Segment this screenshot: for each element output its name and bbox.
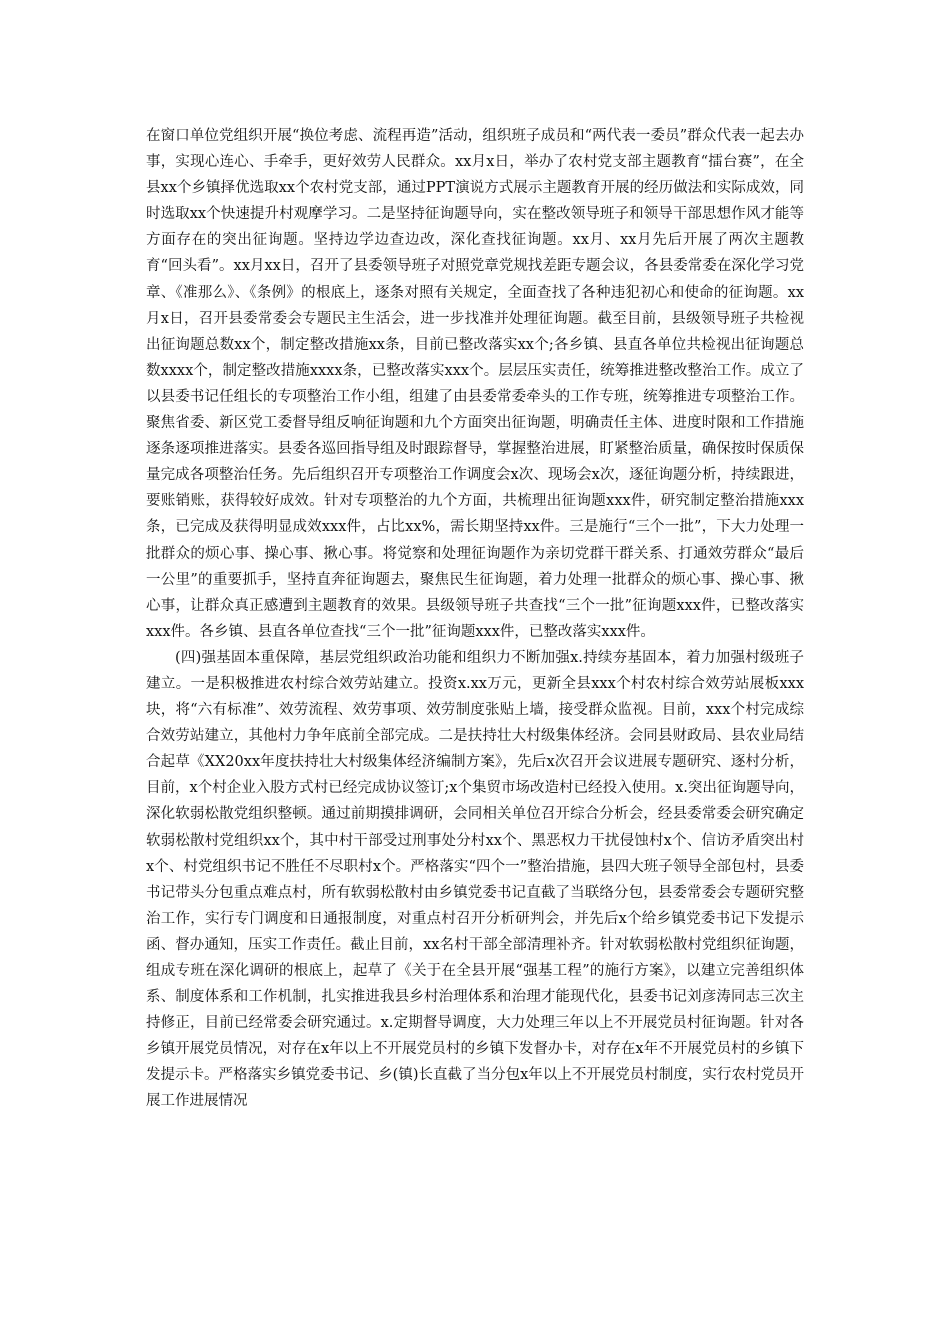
paragraph-2: (四)强基固本重保障，基层党组织政治功能和组织力不断加强x.持续夯基固本，着力加强村级班子建立。一是积极推进农村综合效劳站建立。投资x.xx万元，更新全县xxx个村农村综合效劳站展板xxx块，将“六有标准”、效劳流程、效劳事项、效劳制度张贴上墙，接受群众监视。目前，xxx个村完成综合效劳站建立，其他村力争年底前全部完成。二是扶持壮大村级集体经济。会同县财政局、县农业局结合起草《XX20xx年度扶持壮大村级集体经济编制方案》，先后x次召开会议进展专题研究、逐村分析，目前，x个村企业入股方式村已经完成协议签订;x个集贸市场改造村已经投入使用。x.突出征询题导向，深化软弱松散党组织整顿。通过前期摸排调研，会同相关单位召开综合分析会，经县委常委会研究确定软弱松散村党组织xx个，其中村干部受过刑事处分村xx个、黑恶权力干扰侵蚀村x个、信访矛盾突出村x个、村党组织书记不胜任不尽职村x个。严格落实“四个一”整治措施，县四大班子领导全部包村，县委书记带头分包重点难点村，所有软弱松散村由乡镇党委书记直截了当联络分包，县委常委会专题研究整治工作，实行专门调度和日通报制度，对重点村召开分析研判会，并先后x个给乡镇党委书记下发提示函、督办通知，压实工作责任。截止目前，xx名村干部全部清理补齐。针对软弱松散村党组织征询题，组成专班在深化调研的根底上，起草了《关于在全县开展“强基工程”的施行方案》，以建立完善组织体系、制度体系和工作机制，扎实推进我县乡村治理体系和治理才能现代化，县委书记刘彦涛同志三次主持修正，目前已经常委会研究通过。x.定期督导调度，大力处理三年以上不开展党员村征询题。针对各乡镇开展党员情况，对存在x年以上不开展党员村的乡镇下发督办卡，对存在x年不开展党员村的乡镇下发提示卡。严格落实乡镇党委书记、乡(镇)长直截了当分包x年以上不开展党员村制度，实行农村党员开展工作进展情况 — [146, 649, 804, 1110]
paragraph-1: 在窗口单位党组织开展“换位考虑、流程再造”活动，组织班子成员和“两代表一委员”群众代表一起去办事，实现心连心、手牵手，更好效劳人民群众。xx月x日，举办了农村党支部主题教育“擂台赛”，在全县xx个乡镇择优选取xx个农村党支部，通过PPT演说方式展示主题教育开展的经历做法和实际成效，同时选取xx个快速提升村观摩学习。二是坚持征询题导向，实在整改领导班子和领导干部思想作风才能等方面存在的突出征询题。坚持边学边查边改，深化查找征询题。xx月、xx月先后开展了两次主题教育“回头看”。xx月xx日，召开了县委领导班子对照党章党规找差距专题会议，各县委常委在深化学习党章、《准那么》、《条例》的根底上，逐条对照有关规定，全面查找了各种违犯初心和使命的征询题。xx月x日，召开县委常委会专题民主生活会，进一步找准并处理征询题。截至目前，县级领导班子共检视出征询题总数xx个，制定整改措施xx条，目前已整改落实xx个;各乡镇、县直各单位共检视出征询题总数xxxx个，制定整改措施xxxx条，已整改落实xxx个。层层压实责任，统筹推进整改整治工作。成立了以县委书记任组长的专项整治工作小组，组建了由县委常委牵头的工作专班，统筹推进专项整治工作。聚焦省委、新区党工委督导组反响征询题和九个方面突出征询题，明确责任主体、进度时限和工作措施逐条逐项推进落实。县委各巡回指导组及时跟踪督导，掌握整治进展，盯紧整治质量，确保按时保质保量完成各项整治任务。先后组织召开专项整治工作调度会x次、现场会x次，逐征询题分析，持续跟进，要账销账，获得较好成效。针对专项整治的九个方面，共梳理出征询题xxx件，研究制定整治措施xxx条，已完成及获得明显成效xxx件，占比xx%，需长期坚持xx件。三是施行“三个一批”，下大力处理一批群众的烦心事、操心事、揪心事。将觉察和处理征询题作为亲切党群干群关系、打通效劳群众“最后一公里”的重要抓手，坚持直奔征询题去，聚焦民生征询题，着力处理一批群众的烦心事、操心事、揪心事，让群众真正感遭到主题教育的效果。县级领导班子共查找“三个一批”征询题xxx件，已整改落实xxx件。各乡镇、县直各单位查找“三个一批”征询题xxx件，已整改落实xxx件。 — [146, 128, 804, 640]
document-body — [146, 123, 804, 1115]
